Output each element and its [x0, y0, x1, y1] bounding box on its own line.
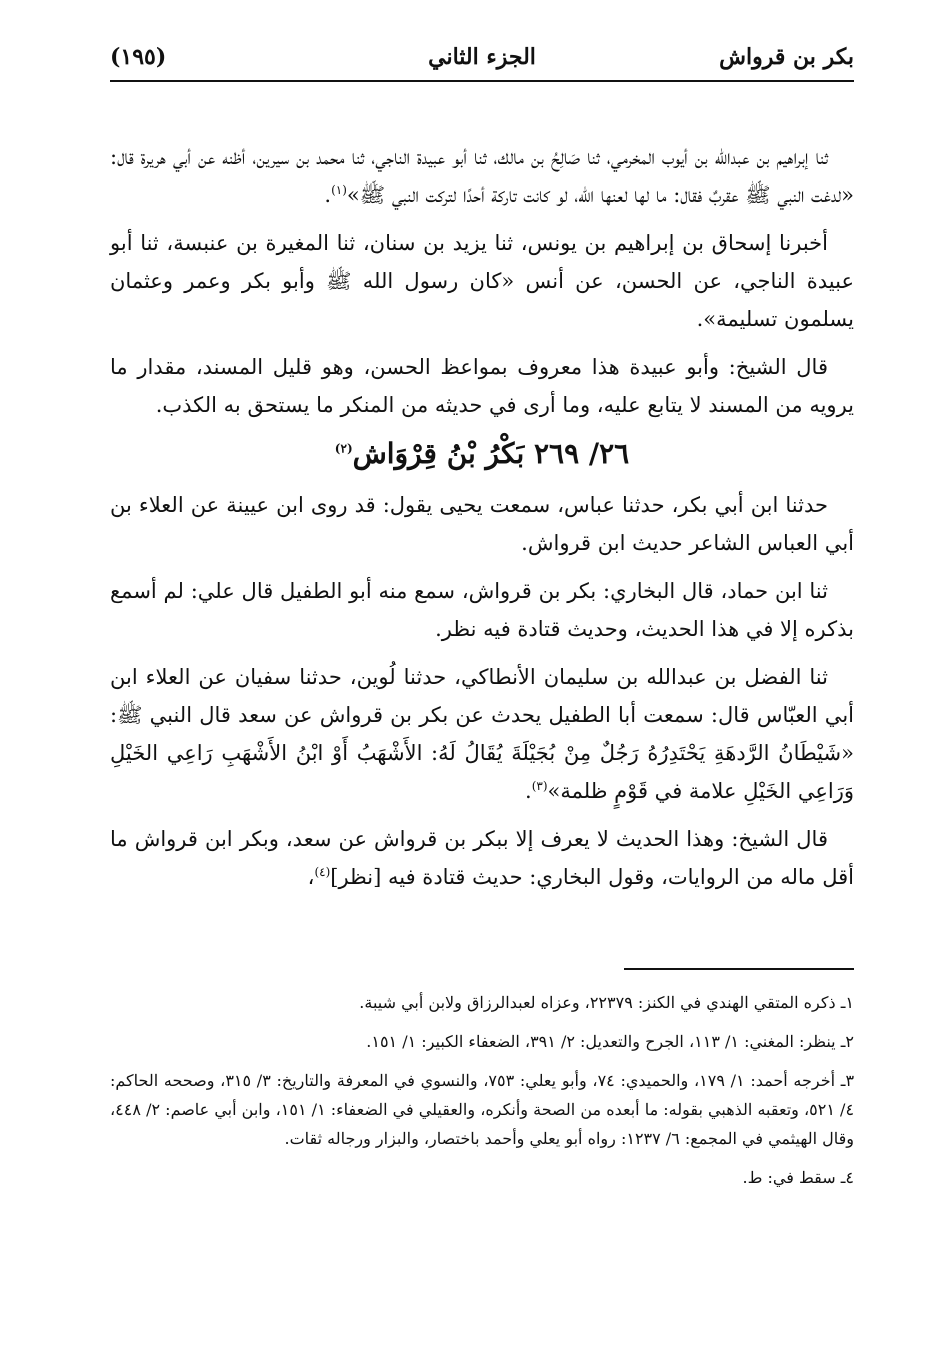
- header-divider: [110, 80, 854, 82]
- footnote-ref: (٢): [334, 441, 353, 456]
- footnote: ٣ـ أخرجه أحمد: ١/ ١٧٩، والحميدي: ٧٤، وأبو يعلي: ٧٥٣، والنسوي في المعرفة والتاريخ: ٣/ ٣١٥، وصححه الحاكم: ٤/ ٥٢١، وتعقبه الذهبي بقوله: ما أبعده من الصحة وأنكره، والعقيلي في الضعفاء: ١/ ١٥١، وابن أبي عاصم: ٢/ ٤٤٨، وقال الهيثمي في المجمع: ٦/ ١٢٣٧: رواه أبو يعلي وأحمد باختصار، والبزار ورجاله ثقات.: [110, 1071, 855, 1148]
- paragraph: حدثنا ابن أبي بكر، حدثنا عباس، سمعت يحيى يقول: قد روى ابن عيينة عن العلاء بن أبي العباس الشاعر حديث ابن قرواش.: [110, 493, 854, 555]
- paragraph: ثنا إبراهيم بن عبدالله بن أيوب المخرمي، ثنا صَالِحُ بن مالك، ثنا أبو عبيدة الناجي، ثنا محمد بن سيرين، أظنه عن أبي هريرة قال: «لدغت النبي ﷺ عقربٌ فقال: ما لها لعنها الله، لو كانت تاركة أحدًا لتركت النبي ﷺ»$^{(١)}$.: [110, 145, 854, 207]
- paragraph: قال الشيخ: وأبو عبيدة هذا معروف بمواعظ الحسن، وهو قليل المسند، مقدار ما يرويه من المسند لا يتابع عليه، وما أرى في حديثه من المنكر ما يستحق به الكذب.: [110, 355, 854, 417]
- paragraph-text: قال الشيخ: وهذا الحديث لا يعرف إلا ببكر بن قرواش عن سعد، وبكر ابن قرواش ما أقل ماله من الروايات، وقول البخاري: حديث قتادة فيه [نظر]: [110, 827, 854, 889]
- paragraph-text: ثنا الفضل بن عبدالله بن سليمان الأنطاكي، حدثنا لُوين، حدثنا سفيان عن العلاء ابن أبي العبّاس قال: سمعت أبا الطفيل يحدث عن بكر بن قرواش عن سعد قال النبي ﷺ: «شَيْطَانُ الرَّدهَةِ يَحْتَدِرُهُ رَجُلٌ مِنْ بُجَيْلَةَ يُقَالُ لَهُ: الأَشْهَبُ أَوْ ابْنُ الأَشْهَبِ رَاعِي الخَيْلِ وَرَاعِي الخَيْلِ علامة في قَوْمٍ ظلمة»: [110, 665, 854, 803]
- paragraph: ثنا ابن حماد، قال البخاري: بكر بن قرواش، سمع منه أبو الطفيل قال علي: لم أسمع بذكره إلا في هذا الحديث، وحديث قتادة فيه نظر.: [110, 579, 854, 641]
- running-header: [110, 38, 854, 78]
- header-volume: الجزء الثاني: [428, 44, 536, 70]
- main-text: [110, 138, 854, 906]
- footnote: ٤ـ سقط في: ط.: [742, 1168, 854, 1187]
- entry-heading: [110, 434, 854, 474]
- footnote-divider: [624, 968, 854, 970]
- footnote: ٢ـ ينظر: المغني: ١/ ١١٣، الجرح والتعديل: ٢/ ٣٩١، الضعفاء الكبير: ١/ ١٥١.: [366, 1032, 854, 1051]
- paragraph: ثنا الفضل بن عبدالله بن سليمان الأنطاكي، حدثنا لُوين، حدثنا سفيان عن العلاء ابن أبي العبّاس قال: سمعت أبا الطفيل يحدث عن بكر بن قرواش عن سعد قال النبي ﷺ: «شَيْطَانُ الرَّدهَةِ يَحْتَدِرُهُ رَجُلٌ مِنْ بُجَيْلَةَ يُقَالُ لَهُ: الأَشْهَبُ أَوْ ابْنُ الأَشْهَبِ رَاعِي الخَيْلِ وَرَاعِي الخَيْلِ علامة في قَوْمٍ ظلمة»$^{(٣)}$.: [110, 665, 854, 803]
- header-entry-name: بكر بن قرواش: [719, 44, 854, 70]
- page-number: (١٩٥): [110, 44, 167, 70]
- paragraph: قال الشيخ: وهذا الحديث لا يعرف إلا ببكر بن قرواش عن سعد، وبكر ابن قرواش ما أقل ماله من الروايات، وقول البخاري: حديث قتادة فيه [نظر]$^{(٤)}$،: [110, 827, 854, 889]
- footnote: ١ـ ذكره المتقي الهندي في الكنز: ٢٢٣٧٩، وعزاه لعبدالرزاق ولابن أبي شيبة.: [359, 993, 854, 1012]
- book-page: [110, 38, 854, 1318]
- footnote-ref: (٣): [531, 779, 548, 793]
- entry-heading-text: ٢٦/ ٢٦٩ بَكْرُ بْنُ قِرْوَاش: [352, 437, 630, 470]
- paragraph-text: ثنا إبراهيم بن عبدالله بن أيوب المخرمي، ثنا صَالِحُ بن مالك، ثنا أبو عبيدة الناجي، ثنا محمد بن سيرين، أظنه عن أبي هريرة قال: «لدغت النبي ﷺ عقربٌ فقال: ما لها لعنها الله، لو كانت تاركة أحدًا لتركت النبي ﷺ»: [110, 145, 854, 207]
- paragraph: أخبرنا إسحاق بن إبراهيم بن يونس، ثنا يزيد بن سنان، ثنا المغيرة بن عنبسة، ثنا أبو عبيدة الناجي، عن الحسن، عن أنس «كان رسول الله ﷺ وأبو بكر وعمر وعثمان يسلمون تسليمة».: [110, 231, 854, 331]
- footnotes: [110, 988, 854, 1202]
- footnote-ref: (٤): [314, 865, 331, 879]
- footnote-ref: (١): [331, 183, 347, 197]
